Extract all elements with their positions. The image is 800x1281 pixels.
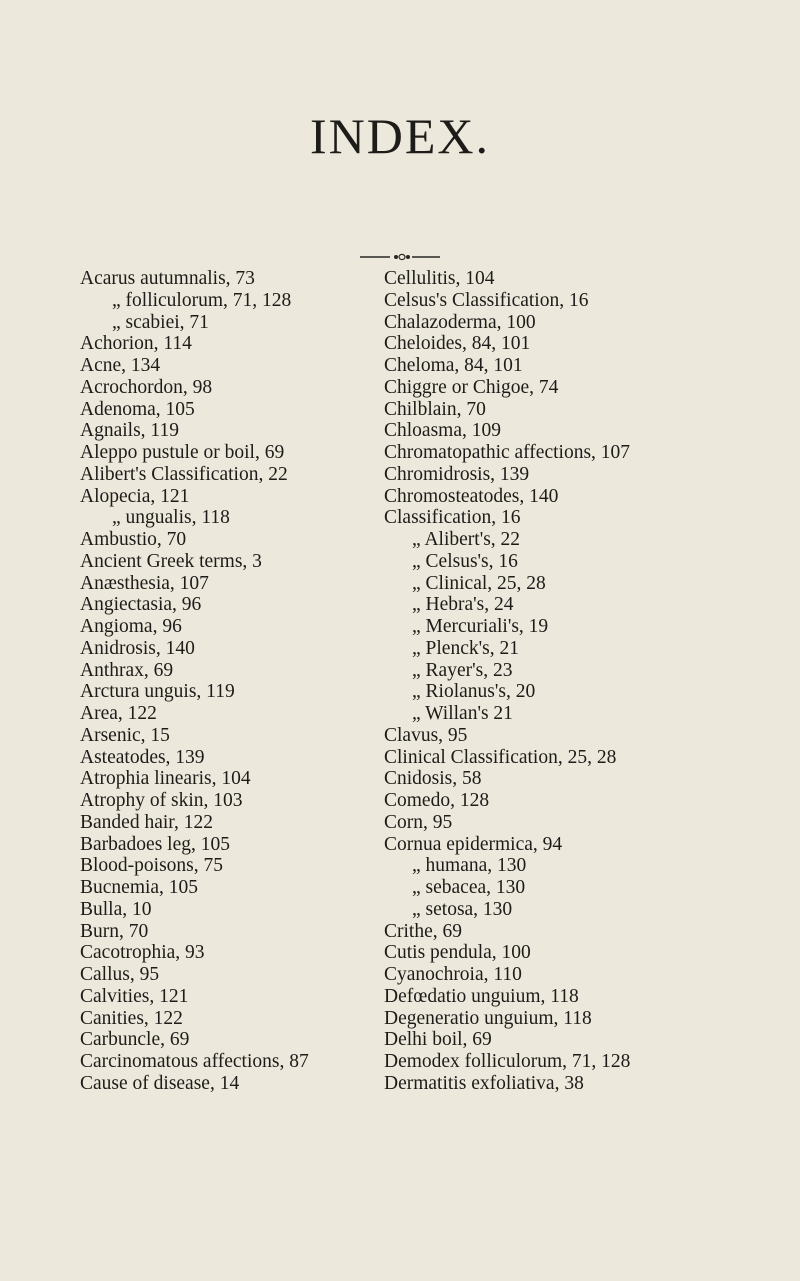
index-entry: Blood-poisons, 75 [80, 855, 224, 877]
index-entry: Anidrosis, 140 [80, 637, 195, 659]
index-subentry: „ ungualis, 118 [112, 507, 230, 529]
index-entry: Anthrax, 69 [80, 659, 174, 681]
index-entry: Angiectasia, 96 [80, 594, 202, 616]
index-entry: Dermatitis exfoliativa, 38 [384, 1072, 584, 1094]
index-entry: Clavus, 95 [384, 724, 468, 746]
index-entry: Cellulitis, 104 [384, 268, 495, 289]
index-entry: Alopecia, 121 [80, 485, 190, 507]
index-entry: Achorion, 114 [80, 333, 192, 355]
index-subentry: „ Alibert's, 22 [412, 529, 521, 550]
index-entry: Atrophia linearis, 104 [80, 768, 251, 790]
index-entry: Arctura unguis, 119 [80, 681, 235, 703]
index-entry: Demodex folliculorum, 71, 128 [384, 1051, 631, 1072]
index-entry: Anæsthesia, 107 [80, 572, 209, 594]
index-entry: Bucnemia, 105 [80, 877, 199, 898]
index-entry: Agnails, 119 [80, 420, 179, 442]
index-entry: Ancient Greek terms, 3 [80, 550, 262, 572]
index-entry: Barbadoes leg, 105 [80, 833, 231, 855]
index-entry: Bulla, 10 [80, 898, 152, 920]
index-subentry: „ Mercuriali's, 19 [412, 616, 549, 637]
index-entry: Callus, 95 [80, 964, 160, 985]
index-subentry: „ Hebra's, 24 [412, 594, 514, 616]
index-subentry: „ sebacea, 130 [412, 877, 526, 898]
index-entry: Cause of disease, 14 [80, 1072, 240, 1094]
index-entry: Chilblain, 70 [384, 398, 486, 420]
index-entry: Acrochordon, 98 [80, 376, 213, 398]
index-entry: Adenoma, 105 [80, 398, 195, 420]
index-entry: Degeneratio unguium, 118 [384, 1007, 592, 1029]
index-entry: Cyanochroia, 110 [384, 964, 522, 985]
ornament-rule-icon [360, 253, 440, 261]
index-subentry: „ Rayer's, 23 [412, 659, 513, 681]
index-entry: Ambustio, 70 [80, 529, 187, 550]
page-title: INDEX. [309, 108, 491, 164]
index-entry: Carcinomatous affections, 87 [80, 1051, 309, 1072]
index-entry: Cheloma, 84, 101 [384, 355, 523, 376]
index-entry: Chloasma, 109 [384, 420, 501, 442]
index-entry: Alibert's Classification, 22 [80, 463, 288, 485]
index-entry: Clinical Classification, 25, 28 [384, 746, 617, 768]
index-entry: Chromatopathic affections, 107 [384, 442, 631, 463]
index-column-right [384, 268, 714, 1095]
index-entry: Comedo, 128 [384, 790, 490, 811]
index-subentry: „ folliculorum, 71, 128 [112, 289, 292, 311]
index-subentry: „ scabiei, 71 [112, 311, 209, 333]
index-entry: Canities, 122 [80, 1007, 183, 1029]
index-entry: Aleppo pustule or boil, 69 [80, 442, 285, 463]
index-entry: Calvities, 121 [80, 985, 189, 1007]
index-entry: Delhi boil, 69 [384, 1029, 492, 1051]
index-entry: Chromidrosis, 139 [384, 463, 530, 485]
index-entry: Cutis pendula, 100 [384, 942, 531, 964]
index-entry: Celsus's Classification, 16 [384, 289, 589, 311]
index-entry: Angioma, 96 [80, 616, 182, 637]
index-entry: Cacotrophia, 93 [80, 942, 205, 964]
index-entry: Cornua epidermica, 94 [384, 833, 563, 855]
index-entry: Chalazoderma, 100 [384, 311, 536, 333]
index-subentry: „ Plenck's, 21 [412, 637, 519, 659]
index-entry: Banded hair, 122 [80, 811, 213, 833]
index-entry: Area, 122 [80, 703, 157, 724]
index-subentry: „ Riolanus's, 20 [412, 681, 536, 703]
index-entry: Defœdatio unguium, 118 [384, 985, 579, 1007]
index-entry: Arsenic, 15 [80, 724, 170, 746]
index-entry: Carbuncle, 69 [80, 1029, 190, 1051]
index-subentry: „ Clinical, 25, 28 [412, 572, 546, 594]
index-entry: Crithe, 69 [384, 920, 462, 942]
index-entry: Chromosteatodes, 140 [384, 485, 559, 507]
index-subentry: „ humana, 130 [412, 855, 527, 877]
index-column-left [80, 268, 370, 1095]
index-entry: Cheloides, 84, 101 [384, 333, 531, 355]
title-ornament-divider [0, 248, 800, 256]
index-entry: Burn, 70 [80, 920, 149, 942]
index-entry: Chiggre or Chigoe, 74 [384, 376, 559, 398]
index-entry: Acarus autumnalis, 73 [80, 268, 255, 289]
index-entry: Asteatodes, 139 [80, 746, 205, 768]
index-entry: Corn, 95 [384, 811, 453, 833]
index-subentry: „ Willan's 21 [412, 703, 513, 724]
index-entry: Cnidosis, 58 [384, 768, 482, 790]
index-subentry: „ setosa, 130 [412, 898, 513, 920]
index-entry: Classification, 16 [384, 507, 521, 529]
index-entry: Acne, 134 [80, 355, 161, 376]
index-entry: Atrophy of skin, 103 [80, 790, 243, 811]
index-subentry: „ Celsus's, 16 [412, 550, 518, 572]
